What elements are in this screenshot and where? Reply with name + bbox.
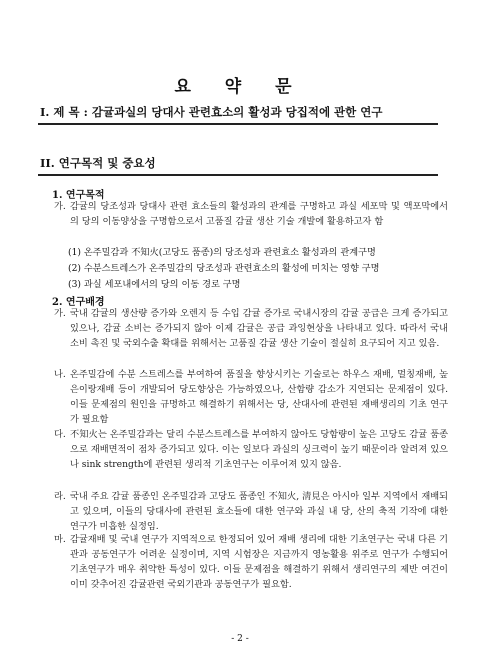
page-title: 요 약 문 xyxy=(174,77,306,97)
list-marker: 다. xyxy=(54,429,66,440)
list-marker: 가. xyxy=(54,308,66,319)
list-marker: 라. xyxy=(54,491,66,502)
list-marker: 마. xyxy=(54,534,66,545)
subsection-heading-purpose: 1. 연구목적 xyxy=(52,190,105,201)
list-item: (3) 과실 세포내에서의 당의 이동 경로 구명 xyxy=(68,279,241,290)
divider xyxy=(38,174,438,176)
paragraph-purpose xyxy=(54,199,448,229)
paragraph-background xyxy=(54,489,448,534)
paragraph-text: 국내 주요 감귤 품종인 온주밀감과 고당도 품종인 不知火, 淸見은 아시아 일부 지역에서 재배되고 있으며, 이들의 당대사에 관련된 효소들에 대한 연구와 과실 내 당, 산의 축적 기작에 대한 연구가 미흡한 실정임. xyxy=(70,491,448,532)
research-subject: I. 제 목 : 감귤과실의 당대사 관련효소의 활성과 당집적에 관한 연구 xyxy=(40,105,383,119)
paragraph-text: 온주밀감에 수분 스트레스를 부여하여 품질을 향상시키는 기술로는 하우스 재배, 멀칭재배, 높은이랑재배 등이 개발되어 당도향상은 가능하였으나, 산함량 감소가 지연되는 문제점이 있다. 이들 문제점의 원인을 규명하고 해결하기 위해서는 당, 산대사에 관련된 재배생리의 기초 연구가 필요함 xyxy=(70,369,448,425)
paragraph-text: 감귤재배 및 국내 연구가 지역적으로 한정되어 있어 재배 생리에 대한 기초연구는 국내 다른 기관과 공동연구가 어려운 실정이며, 지역 시험장은 지금까지 영농활용 위주로 연구가 수행되어 기초연구가 매우 취약한 특성이 있다. 이들 문제점을 해결하기 위해서 생리연구의 제반 여건이 이미 갖추어진 감귤관련 국외기관과 공동연구가 필요함. xyxy=(70,534,448,590)
list-item: (1) 온주밀감과 不知火(고당도 품종)의 당조성과 관련효소 활성과의 관계구명 xyxy=(68,247,376,258)
divider xyxy=(38,123,438,125)
paragraph-text: 국내 감귤의 생산량 증가와 오렌지 등 수입 감귤 증가로 국내시장의 감귤 공급은 크게 증가되고 있으나, 감귤 소비는 증가되지 않아 이제 감귤은 공급 과잉현상을 나타내고 있다. 따라서 국내 소비 촉진 및 국외수출 확대를 위해서는 고품질 감귤 생산 기술이 절실히 요구되어 지고 있음. xyxy=(70,308,448,349)
list-marker: 가. xyxy=(54,201,66,212)
list-marker: 나. xyxy=(54,369,66,380)
paragraph-background xyxy=(54,532,448,592)
paragraph-text: 不知火는 온주밀감과는 달리 수분스트레스를 부여하지 않아도 당함량이 높은 고당도 감귤 품종으로 재배면적이 점차 증가되고 있다. 이는 일보다 과실의 싱크력이 높기 때문이라 알려져 있으나 sink strength에 관련된 생리적 기초연구는 이루어져 있지 않음. xyxy=(70,429,448,470)
paragraph-background xyxy=(54,367,448,427)
paragraph-background xyxy=(54,306,448,351)
page-number: - 2 - xyxy=(231,634,249,644)
paragraph-background xyxy=(54,427,448,472)
section-heading: II. 연구목적 및 중요성 xyxy=(40,156,156,170)
paragraph-text: 감귤의 당조성과 당대사 관련 효소들의 활성과의 관계를 구명하고 과실 세포막 및 액포막에서의 당의 이동양상을 구명함으로서 고품질 감귤 생산 기술 개발에 활용하고자 함 xyxy=(70,201,448,227)
subsection-heading-background: 2. 연구배경 xyxy=(52,297,105,308)
list-item: (2) 수분스트레스가 온주밀감의 당조성과 관련효소의 활성에 미치는 영향 구명 xyxy=(68,263,380,274)
